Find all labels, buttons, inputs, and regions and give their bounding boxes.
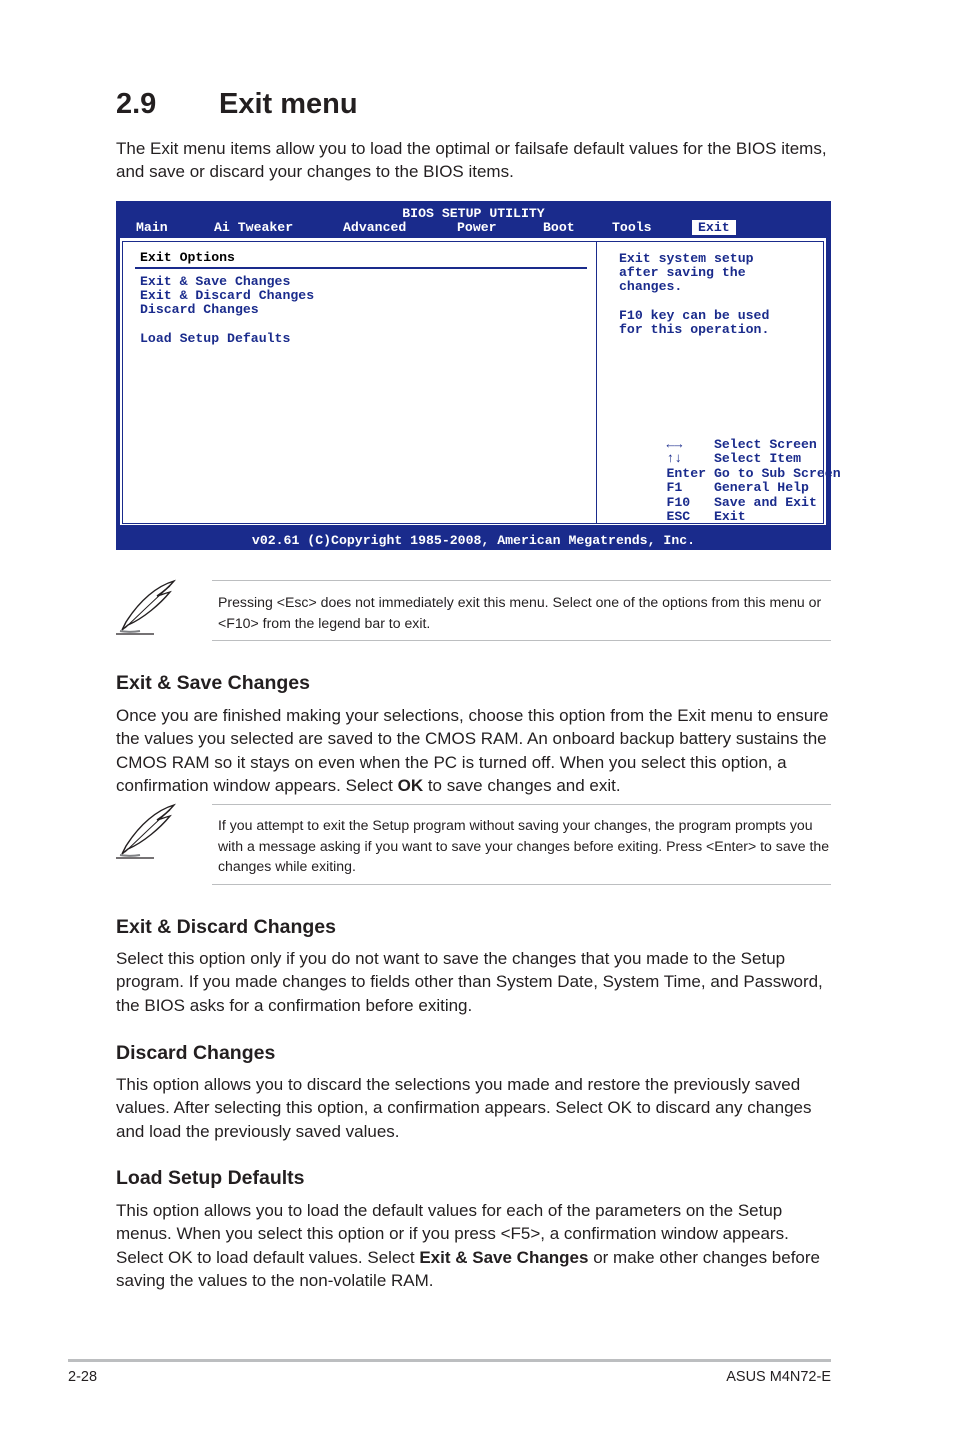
exit-discard-paragraph: Select this option only if you do not want to save the changes that you made to the Setup program. If you made changes to fields other than System Date, System Time, and Password, the BIOS asks for a confirmation before exiting. <box>116 949 823 1015</box>
legend-key: ↑↓ <box>666 451 683 466</box>
legend-action: Save and Exit <box>713 495 817 510</box>
tab-exit[interactable]: Exit <box>692 220 736 235</box>
legend-key: F1 <box>666 480 683 495</box>
help-line: Exit system setup <box>619 251 754 266</box>
tab-power[interactable]: Power <box>457 220 497 235</box>
legend-key: ←→ <box>666 437 683 452</box>
option-discard[interactable]: Discard Changes <box>140 302 259 317</box>
tab-boot[interactable]: Boot <box>543 220 575 235</box>
help-line: F10 key can be used <box>619 308 770 323</box>
exit-save-text: Once you are finished making your selections, choose this option from the Exit menu to ensure the values you selected are saved to the CMOS RAM. An onboard backup battery sustains the CMOS RAM so it stays on even when the PC is turned off. When you select this option, a confirmation window appears. Select <box>116 706 829 795</box>
bios-copyright: v02.61 (C)Copyright 1985-2008, American Megatrends, Inc. <box>251 533 696 548</box>
exit-save-paragraph <box>116 704 832 797</box>
heading-exit-save: Exit & Save Changes <box>116 672 310 694</box>
footer-rule <box>68 1359 831 1362</box>
page-number: 2-28 <box>68 1369 98 1385</box>
tab-advanced[interactable]: Advanced <box>343 220 407 235</box>
legend-key: ESC <box>666 509 691 524</box>
option-exit-save[interactable]: Exit & Save Changes <box>140 274 291 289</box>
load-defaults-paragraph <box>116 1199 832 1292</box>
note-quill-icon <box>112 802 180 862</box>
section-title <box>116 88 358 121</box>
section-number: 2.9 <box>116 88 157 120</box>
legend-action: Go to Sub Screen <box>713 466 841 481</box>
note-quill-icon <box>112 578 180 638</box>
exit-options-heading: Exit Options <box>140 250 235 265</box>
heading-underline <box>135 267 587 269</box>
product-name: ASUS M4N72-E <box>726 1369 831 1385</box>
load-defaults-bold: Exit & Save Changes <box>419 1247 589 1267</box>
section-name: Exit menu <box>219 88 358 120</box>
heading-discard: Discard Changes <box>116 1042 276 1064</box>
load-defaults-text: This option allows you to load the default values for each of the parameters on the Setup menus. When you select this option or if you press <F5>, a confirmation window appears. Select OK to load default values. Select <box>116 1201 789 1267</box>
note-rule-bottom <box>212 884 831 885</box>
legend-action: Select Screen <box>713 437 817 452</box>
bios-title: BIOS SETUP UTILITY <box>402 206 545 221</box>
discard-paragraph: This option allows you to discard the selections you made and restore the previously saved values. After selecting this option, a confirmation appears. Select OK to discard any changes and load the previously saved values. <box>116 1075 812 1141</box>
tab-ai-tweaker[interactable]: Ai Tweaker <box>214 220 294 235</box>
legend-action: Exit <box>713 509 746 524</box>
load-defaults-text-end: or make other changes before saving the values to the non-volatile RAM. <box>116 1247 820 1290</box>
exit-save-text-end: to save changes and exit. <box>423 775 621 795</box>
bios-screen <box>116 201 841 550</box>
intro-paragraph: The Exit menu items allow you to load the optimal or failsafe default values for the BIOS items, and save or discard your changes to the BIOS items. <box>116 139 827 182</box>
note-rule-top <box>212 580 831 581</box>
note-save-prompt: If you attempt to exit the Setup program without saving your changes, the program prompts you with a message asking if you want to save your changes before exiting. Press <Enter> to save the changes while exiting. <box>218 817 830 874</box>
note-esc: Pressing <Esc> does not immediately exit this menu. Select one of the options from this menu or <F10> from the legend bar to exit. <box>218 594 822 631</box>
option-load-defaults[interactable]: Load Setup Defaults <box>140 331 291 346</box>
bios-divider <box>596 241 597 524</box>
note-rule-top <box>212 804 831 805</box>
help-line: after saving the <box>619 265 746 280</box>
legend-key: F10 <box>666 495 691 510</box>
tab-tools[interactable]: Tools <box>612 220 652 235</box>
legend-key: Enter <box>666 466 707 481</box>
help-line: for this operation. <box>619 322 770 337</box>
option-exit-discard[interactable]: Exit & Discard Changes <box>140 288 315 303</box>
heading-load-defaults: Load Setup Defaults <box>116 1167 305 1189</box>
help-line: changes. <box>619 279 683 294</box>
bios-panel <box>120 238 841 525</box>
note-rule-bottom <box>212 640 831 641</box>
heading-exit-discard: Exit & Discard Changes <box>116 916 336 938</box>
tab-main[interactable]: Main <box>136 220 168 235</box>
legend-action: General Help <box>713 480 809 495</box>
legend-action: Select Item <box>713 451 802 466</box>
exit-save-ok: OK <box>397 775 424 795</box>
